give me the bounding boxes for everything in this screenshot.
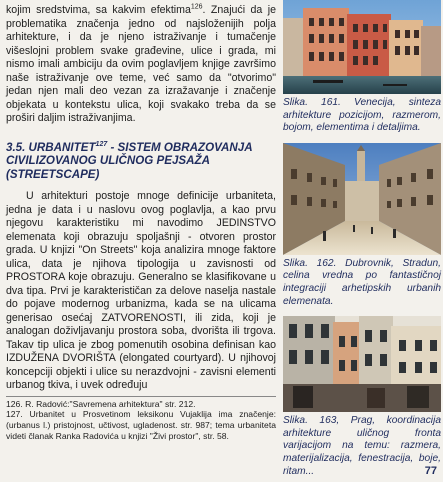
main-text-column: [6, 4, 276, 441]
paragraph-urbanitet: U arhitekturi postoje mnoge definicije urbaniteta, jedna je data i u naslovu ovog poglavlja, a kao prvu njegovu karakteristiku mi navodimo JEDINSTVO elemenata koji obrazuju spoljašnji - otvoren prostor grada. U knjizi "On Streets" koja analizira mnoge faktore ulica, data je njihova tipologija u zavisnosti od PROSTORA koje obrazuju. Generalno se klasifikovane u dva tipa. Prvi je karakterističan za delove naselja nastale do pojave modernog urbanizma, kada se na ulicama generisao osećaj ZATVORENOSTI, ili zida, koji je analogan doživljavanju prostora soba, dvorišta ili trgova. Takav tip ulica je zbog pomenutih osobina definisan kao IZDUŽENA DVORIŠTA (elongated courtyard). U njihovoj koncepciji objekti i ulice su nerazdvojni - zavisni elementi urbanog tkiva, i uvek određuju: [6, 190, 276, 392]
para1-text: kojim sredstvima, sa kakvim efektima: [6, 4, 191, 16]
dubrovnik-image: [283, 143, 441, 255]
paragraph-intro: [6, 4, 276, 126]
footnote-ref-127: 127: [95, 140, 108, 148]
page-number: 77: [424, 465, 437, 477]
caption-162: Slika. 162. Dubrovnik, Stradun, celina vredna po fantastičnoj integraciji arhetipskih urbanih elemenata.: [283, 257, 441, 307]
heading-line-1-rest: - SISTEM OBRAZOVANJA: [107, 140, 253, 154]
footnotes: [6, 396, 276, 441]
caption-161: Slika. 161. Venecija, sinteza arhitekture pozicijom, razmerom, bojom, elementima i detaljima.: [283, 97, 441, 134]
heading-line-1-text: 3.5. URBANITET: [6, 140, 96, 154]
prague-image: [283, 316, 441, 412]
photo-prague: [283, 316, 441, 412]
section-heading: [6, 138, 276, 183]
footnote-ref-126: 126: [190, 3, 203, 11]
footnote-126: 126. R. Radović:"Savremena arhitektura" str. 212.: [6, 398, 196, 409]
heading-line-2: CIVILIZOVANOG ULIČNOG PEJSAŽA: [6, 154, 210, 168]
para1-rest-text: . Znajući da je problematika značenja jedno od najsloženijih polja arhitekture, i da je njeno istraživanje i tumačenje višeslojni problem svake građevine, ulice i grada, mi nismo imali ambiciju da ovim poglavljem knjige završimo naše istraživanje ove teme, već samo da "otvorimo" jedan njen mali deo vezan za izražavanje i značenje objekata u kontekstu ulica, koji svakako treba da se proširi daljim istraživanjima.: [6, 4, 277, 124]
photo-dubrovnik: [283, 143, 441, 255]
footnote-127: 127. Urbanitet u Prosvetinom leksikonu Vujaklija ima značenje: (urbanus l.) pristojnost, učtivost, ugladenost. str. 987; tema urbaniteta videti članak Ranka Radovića u knjizi "Živi prostor", str. 58.: [6, 409, 276, 441]
heading-line-3: (STREETSCAPE): [6, 168, 100, 182]
caption-163: Slika. 163, Prag, koordinacija arhitekture uličnog fronta varijacijom na temu: razmera, materijalizacija, fenestracija, boje, ritam...: [283, 415, 441, 477]
image-column: [283, 0, 441, 478]
heading-line-1: [6, 138, 276, 155]
venice-image: [283, 0, 441, 94]
photo-venice: [283, 0, 441, 94]
